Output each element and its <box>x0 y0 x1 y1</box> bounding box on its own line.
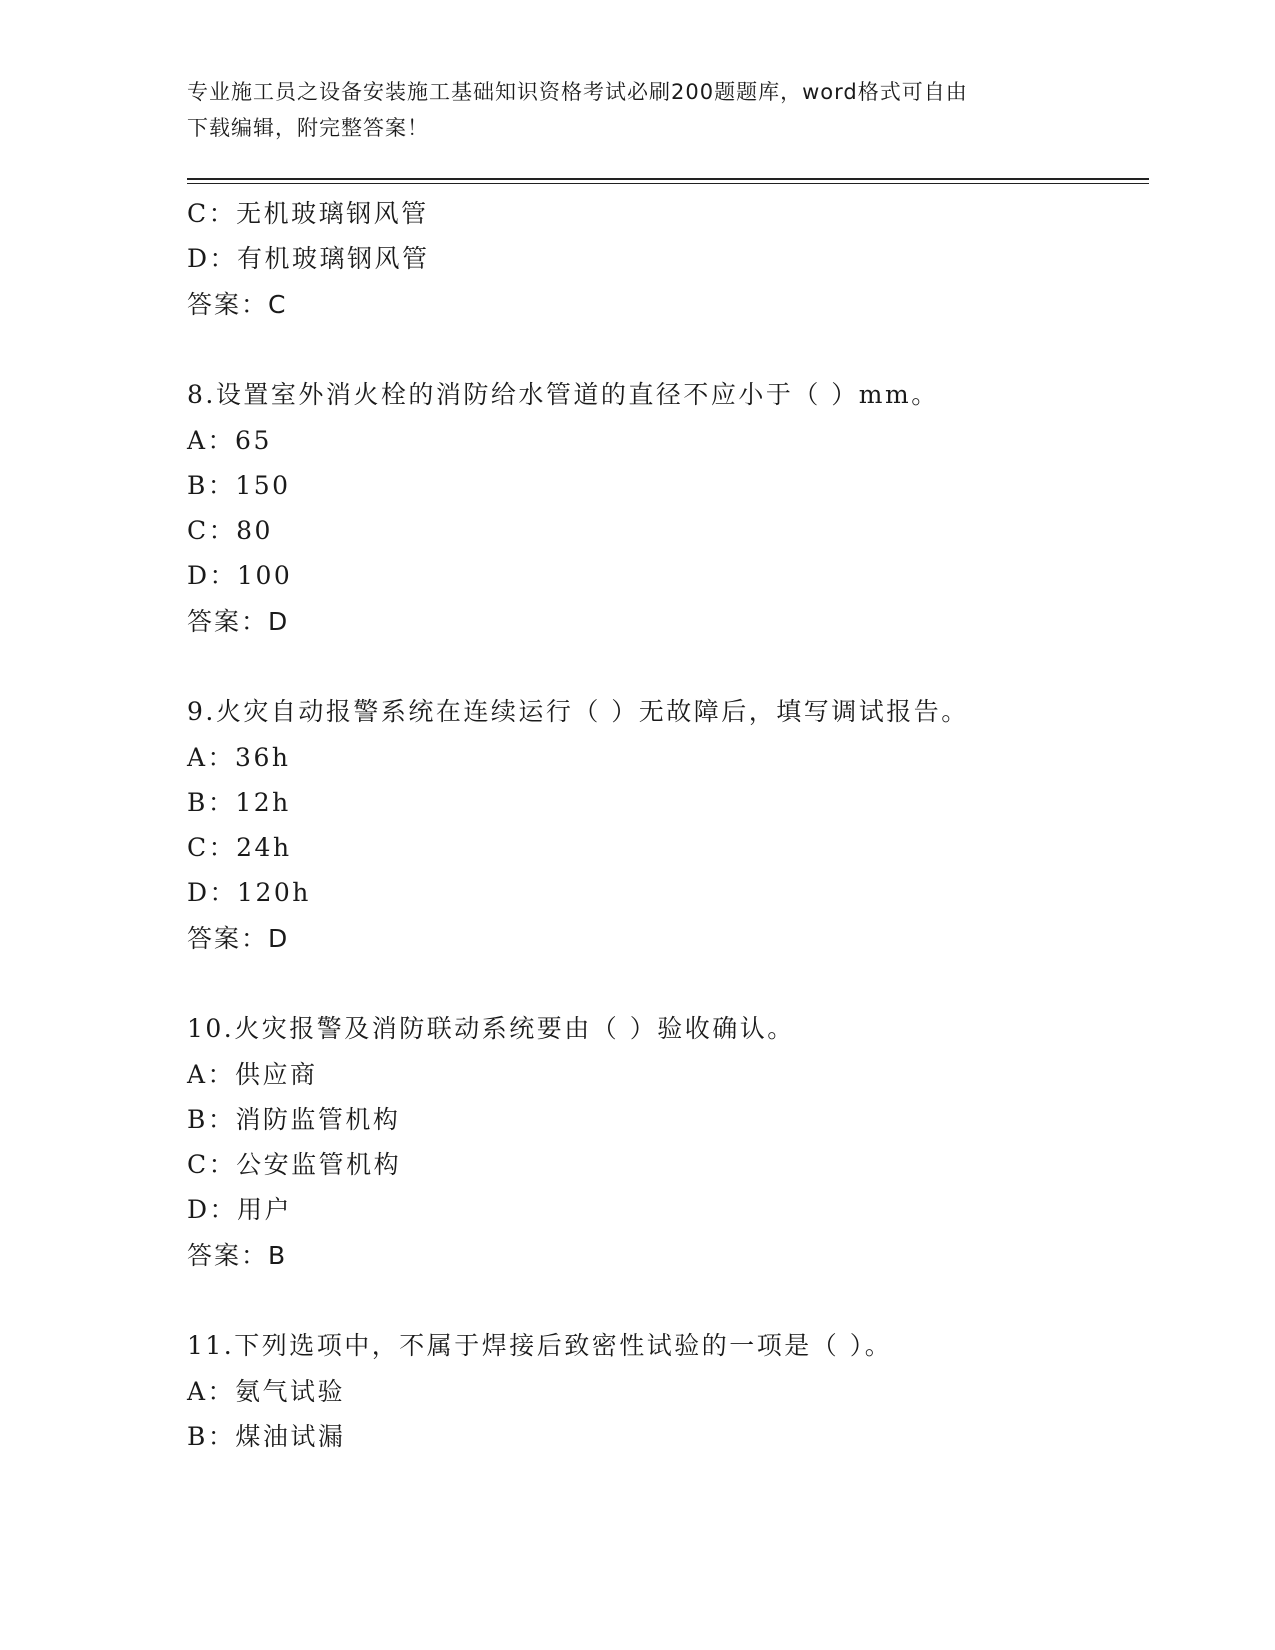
header-rule-thick <box>187 178 1149 180</box>
q10-option-c: C：公安监管机构 <box>187 1150 402 1179</box>
q10-answer: 答案：B <box>187 1241 288 1270</box>
q10-option-b: B：消防监管机构 <box>187 1105 401 1134</box>
q8-option-d: D：100 <box>187 561 293 590</box>
prev-option-d: D：有机玻璃钢风管 <box>187 244 430 273</box>
q9-option-d: D：120h <box>187 878 311 907</box>
prev-option-c: C：无机玻璃钢风管 <box>187 199 429 228</box>
header-title-line-1: 专业施工员之设备安装施工基础知识资格考试必刷200题题库，word格式可自由 <box>187 80 968 104</box>
q8-question: 8.设置室外消火栓的消防给水管道的直径不应小于（ ）mm。 <box>187 380 939 409</box>
q10-question: 10.火灾报警及消防联动系统要由（ ）验收确认。 <box>187 1014 795 1043</box>
q11-question: 11.下列选项中，不属于焊接后致密性试验的一项是（ ）。 <box>187 1331 893 1360</box>
header-title-line-2: 下载编辑，附完整答案！ <box>187 116 429 140</box>
q10-option-a: A：供应商 <box>187 1060 318 1089</box>
q9-option-a: A：36h <box>187 743 291 772</box>
q10-option-d: D：用户 <box>187 1195 293 1224</box>
q8-option-a: A：65 <box>187 426 272 455</box>
q8-answer: 答案：D <box>187 607 290 636</box>
q11-option-b: B：煤油试漏 <box>187 1422 346 1451</box>
q8-option-b: B：150 <box>187 471 291 500</box>
q9-option-c: C：24h <box>187 833 292 862</box>
q8-option-c: C：80 <box>187 516 273 545</box>
document-header <box>187 74 1067 146</box>
header-rule-thin <box>187 183 1149 184</box>
q9-question: 9.火灾自动报警系统在连续运行（ ）无故障后，填写调试报告。 <box>187 697 969 726</box>
q9-answer: 答案：D <box>187 924 290 953</box>
prev-answer: 答案：C <box>187 290 288 319</box>
q11-option-a: A：氨气试验 <box>187 1377 346 1406</box>
q9-option-b: B：12h <box>187 788 291 817</box>
